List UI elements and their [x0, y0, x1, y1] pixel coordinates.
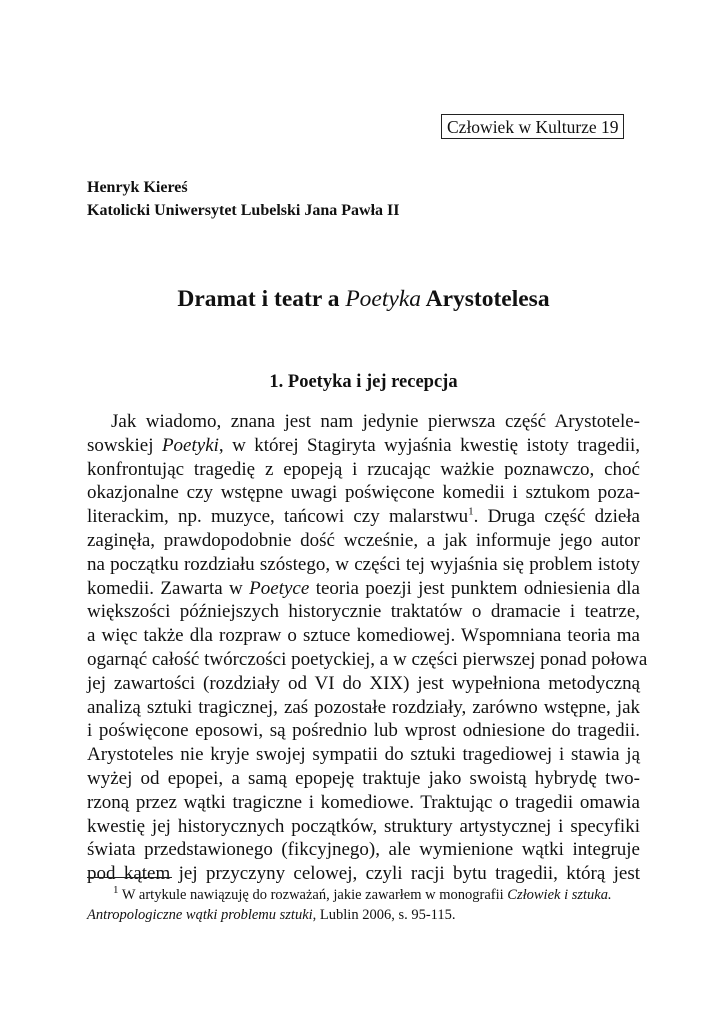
body-line: analizą sztuki tragicznej, zaś pozostałe rozdziały, zarówno wstępne, jak [87, 696, 640, 718]
body-paragraph [87, 410, 648, 886]
text-run: W artykule nawiązuję do rozważań, jakie zawarłem w monografii [118, 887, 508, 903]
text-run: literackim, np. muzyce, tańcowi czy malarstwu [87, 506, 469, 528]
title-part-1: Dramat i teatr a [177, 286, 346, 312]
footnote-number: 1 [113, 884, 119, 897]
body-line: konfrontując tragedię z epopeją i rzucając ważkie poznawczo, choć [87, 458, 640, 480]
title-italic: Poetyka [345, 286, 422, 312]
footnote-line [87, 905, 640, 925]
body-line: Jak wiadomo, znana jest nam jedynie pierwsza część Arystotele- [111, 411, 640, 432]
italic-run: Człowiek i sztuka. [507, 887, 612, 903]
author-name: Henryk Kiereś [87, 179, 188, 196]
title-part-2: Arystotelesa [421, 286, 550, 312]
footnote-line [87, 885, 640, 905]
text-run: teoria poezji jest punktem odniesienia dla [309, 577, 640, 599]
text-run: komedii. Zawarta w [87, 577, 250, 599]
body-line: Arystoteles nie kryje swojej sympatii do sztuki tragediowej i stawia ją [87, 744, 640, 766]
italic-run: Poetyce [249, 577, 310, 599]
body-line: pod kątem jej przyczyny celowej, czyli racji bytu tragedii, którą jest [87, 863, 640, 885]
text-run: . Druga część dzieła [473, 506, 640, 528]
body-line: większości późniejszych historycznie traktatów o dramacie i teatrze, [87, 601, 640, 623]
body-line: zaginęła, prawdopodobnie dość wcześnie, a jak informuje jego autor [87, 529, 640, 551]
body-line [87, 434, 640, 458]
text-run: sowskiej [87, 434, 162, 456]
body-line: a więc także dla rozpraw o sztuce komediowej. Wspomniana teoria ma [87, 625, 640, 647]
body-line: rzoną przez wątki tragiczne i komediowe. Traktując o tragedii omawia [87, 791, 640, 813]
author-affiliation: Katolicki Uniwersytet Lubelski Jana Pawła II [87, 202, 400, 219]
footnote-ref[interactable]: 1 [468, 505, 474, 518]
author-block [87, 176, 399, 222]
body-line: na początku rozdziału szóstego, w części tej wyjaśnia się problem istoty [87, 553, 640, 575]
body-line: świata przedstawionego (fikcyjnego), ale wymienione wątki integruje [87, 839, 640, 861]
footnote [87, 885, 640, 925]
body-line [87, 577, 640, 601]
italic-run: Poetyki [161, 434, 219, 456]
footnote-divider [87, 877, 172, 878]
article-title [87, 285, 640, 313]
body-line [87, 505, 640, 529]
body-line: kwestię jej historycznych początków, struktury artystycznej i specyfiki [87, 815, 640, 837]
body-line: i poświęcone eposowi, są pośrednio lub wprost odniesione do tragedii. [87, 720, 640, 742]
body-line: wyżej od epopei, a samą epopeję traktuje jako swoistą hybrydę two- [87, 767, 640, 789]
body-line: ogarnąć całość twórczości poetyckiej, a w części pierwszej ponad połowa [87, 648, 648, 670]
text-run: , Lublin 2006, s. 95-115. [312, 907, 456, 923]
text-run: , w której Stagiryta wyjaśnia kwestię istoty tragedii, [218, 434, 640, 456]
journal-label: Człowiek w Kulturze 19 [441, 114, 624, 139]
body-line: okazjonalne czy wstępne uwagi poświęcone komedii i sztukom poza- [87, 482, 640, 504]
italic-run: Antropologiczne wątki problemu sztuki [87, 907, 313, 923]
body-line: jej zawartości (rozdziały od VI do XIX) jest wypełniona metodyczną [87, 672, 640, 694]
section-heading: 1. Poetyka i jej recepcja [269, 372, 458, 392]
